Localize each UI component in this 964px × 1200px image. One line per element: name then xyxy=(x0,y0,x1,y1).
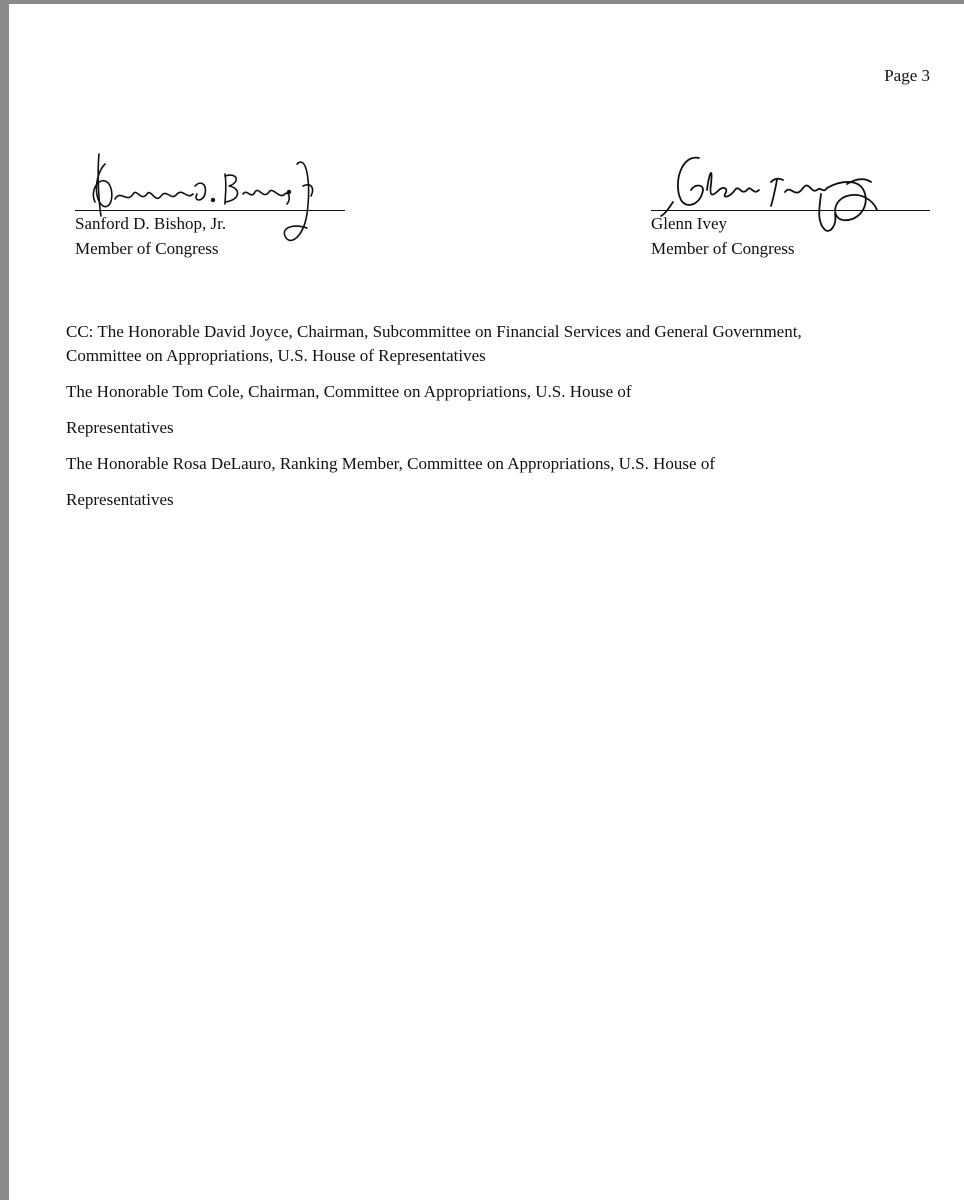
signer-name: Glenn Ivey xyxy=(651,214,728,233)
cc-line: Representatives xyxy=(66,490,174,509)
signature-ivey-graphic xyxy=(651,144,923,254)
signer-title: Member of Congress xyxy=(651,239,795,258)
document-page xyxy=(9,4,964,1200)
cc-line: The Honorable Tom Cole, Chairman, Committee on Appropriations, U.S. House of xyxy=(66,382,632,401)
signature-line xyxy=(75,210,345,211)
cc-line: The Honorable Rosa DeLauro, Ranking Member, Committee on Appropriations, U.S. House of xyxy=(66,454,715,473)
signer-title: Member of Congress xyxy=(75,239,219,258)
signature-line xyxy=(651,210,930,211)
page-number: Page 3 xyxy=(884,66,930,85)
signature-bishop-graphic xyxy=(75,144,347,254)
cc-line: Committee on Appropriations, U.S. House of Representatives xyxy=(66,346,486,365)
signer-name: Sanford D. Bishop, Jr. xyxy=(75,214,227,233)
cc-line: Representatives xyxy=(66,418,174,437)
cc-list xyxy=(66,320,946,512)
cc-line: CC: The Honorable David Joyce, Chairman, Subcommittee on Financial Services and General Government, xyxy=(66,322,802,341)
